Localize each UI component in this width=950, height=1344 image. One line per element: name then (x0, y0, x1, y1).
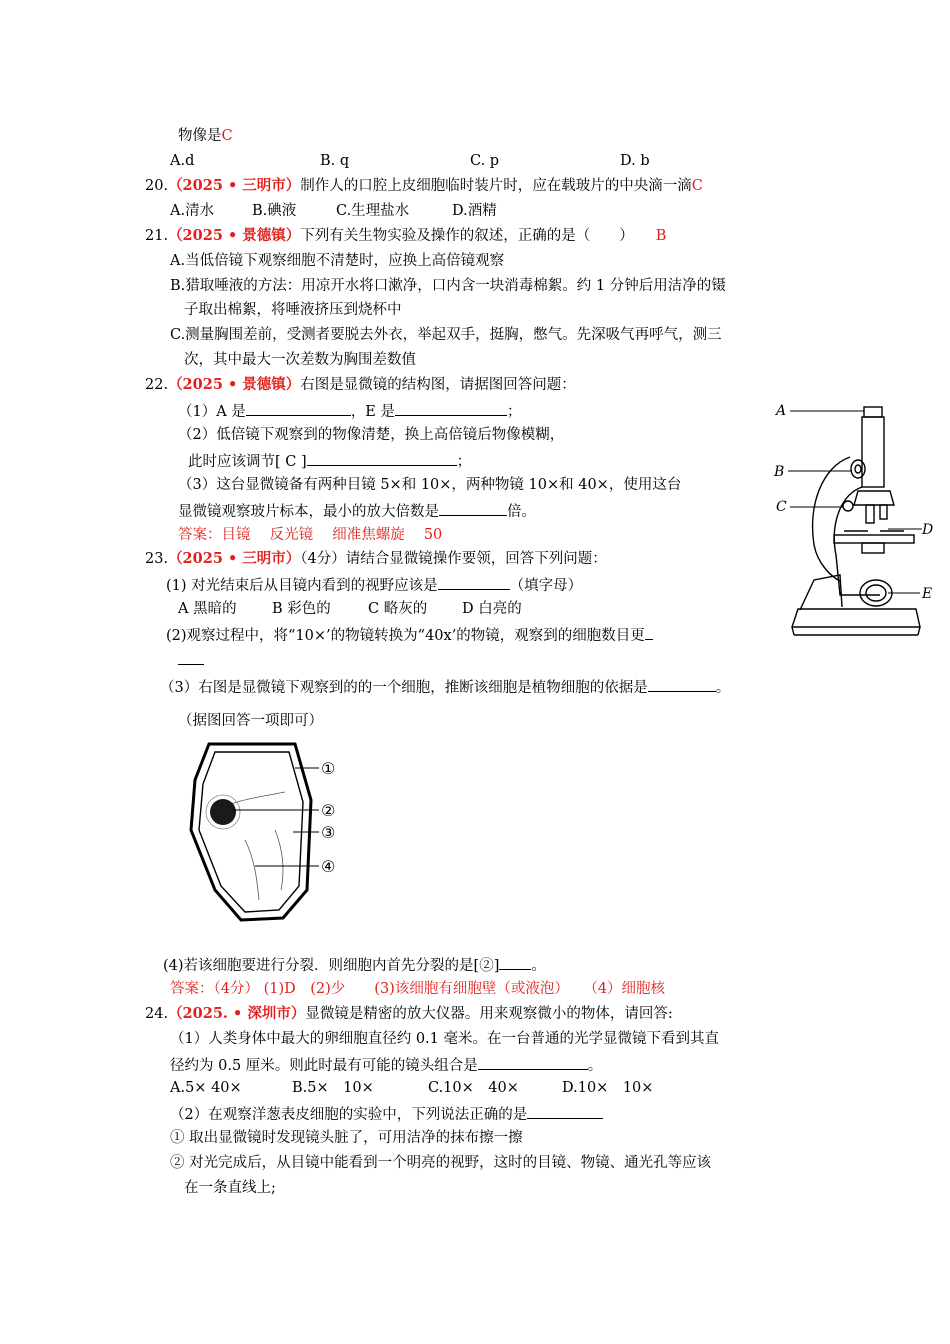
q23-blank-4[interactable] (499, 954, 531, 970)
q24-part1-line1: （1）人类身体中最大的卵细胞直径约 0.1 毫米。在一台普通的光学显微镜下看到其直 (170, 1031, 720, 1047)
q20-number: 20. (145, 178, 169, 194)
q24-blank-1[interactable] (478, 1054, 588, 1070)
q23-part1-option-a: A 黑暗的 (178, 601, 237, 617)
q23-part4 (163, 954, 546, 976)
q21-option-b-line2: 子取出棉絮，将唾液挤压到烧杯中 (184, 302, 402, 318)
q24-option-d: D.10× 10× (562, 1080, 654, 1096)
q23-part2 (166, 624, 653, 646)
cell-label-1: ① (321, 759, 336, 778)
q22-part2-label: 此时应该调节[ C ] (188, 454, 307, 470)
q21-number: 21. (145, 228, 169, 244)
q22-part1-end: ； (507, 404, 522, 420)
q21-option-c-line2: 次，其中最大一次差数为胸围差数值 (184, 352, 416, 368)
q23-part3 (160, 676, 730, 698)
q24-stem (145, 1004, 673, 1024)
q24-number: 24. (145, 1006, 169, 1022)
q22-blank-e[interactable] (395, 400, 507, 416)
q23-part1-option-c: C 略灰的 (368, 601, 428, 617)
q22-blank-magnification[interactable] (439, 500, 507, 516)
q22-blank-a[interactable] (246, 400, 351, 416)
q20-answer: C (691, 178, 703, 194)
q20-option-a: A.清水 (170, 203, 215, 219)
q20-option-c: C.生理盐水 (336, 203, 410, 219)
q21-answer: B (655, 228, 667, 244)
q20-stem (145, 176, 703, 196)
q22-part2-line2 (188, 450, 471, 472)
q24-text: 显微镜是精密的放大仪器。用来观察微小的物体，请回答: (305, 1006, 673, 1022)
plant-cell-drawing (185, 740, 355, 922)
q23-part1-option-b: B 彩色的 (272, 601, 331, 617)
q23-part2-text: (2)观察过程中，将“10×’的物镜转换为“40x’的物镜，观察到的细胞数目更 (166, 628, 645, 644)
microscope-label-d: D (922, 522, 934, 538)
q23-blank-2b[interactable] (178, 649, 204, 665)
microscope-label-a: A (776, 403, 787, 419)
q22-stem (145, 375, 576, 395)
q23-part3-text: （3）右图是显微镜下观察到的的一个细胞，推断该细胞是植物细胞的依据是 (160, 680, 648, 696)
q22-part2-line1: （2）低倍镜下观察到的物像清楚，换上高倍镜后物像模糊， (178, 427, 565, 443)
q21-option-a: A.当低倍镜下观察细胞不清楚时，应换上高倍镜观察 (170, 253, 505, 269)
plant-cell-diagram (185, 740, 355, 922)
q24-part1-end: 。 (587, 1058, 603, 1074)
q23-part4-text: (4)若该细胞要进行分裂．则细胞内首先分裂的是[②] (163, 958, 500, 974)
q20-option-b: B.碘液 (252, 203, 297, 219)
q23-part1-text: (1) 对光结束后从目镜内看到的视野应该是 (166, 578, 438, 594)
q22-part2-end: ； (456, 454, 472, 470)
q23-stem (145, 549, 607, 569)
q24-statement-1: ① 取出显微镜时发现镜头脏了，可用洁净的抹布擦一擦 (170, 1130, 523, 1146)
cell-label-3: ③ (321, 823, 336, 842)
q19-option-d: D. b (620, 153, 650, 169)
q23-blank-2a[interactable] (645, 624, 653, 640)
q23-part4-end: 。 (531, 958, 546, 974)
q23-number: 23. (145, 551, 169, 567)
q23-part1-option-d: D 白亮的 (462, 601, 522, 617)
q22-text: 右图是显微镜的结构图，请据图回答问题： (300, 377, 576, 393)
q21-option-c-line1: C.测量胸围差前，受测者要脱去外衣，举起双手，挺胸，憋气。先深吸气再呼气，测三 (170, 327, 722, 343)
q23-text: （4分）请结合显微镜操作要领，回答下列问题： (300, 551, 607, 567)
q23-answer: 答案：（4分） (1)D (2)少 (3)该细胞有细胞壁（或液泡） （4）细胞核 (170, 981, 666, 997)
q24-blank-2[interactable] (527, 1103, 603, 1119)
q23-part2-cont (178, 649, 204, 671)
cell-label-2: ② (321, 801, 336, 820)
microscope-label-e: E (922, 586, 933, 602)
q21-text: 下列有关生物实验及操作的叙述，正确的是（ ） (300, 228, 634, 244)
q21-source: （2025 • 景德镇） (168, 227, 301, 244)
microscope-diagram (770, 395, 935, 640)
microscope-drawing (770, 395, 935, 640)
q23-part3-end: 。 (715, 680, 731, 696)
q24-option-a: A.5× 40× (170, 1080, 242, 1096)
q23-part1 (166, 574, 582, 596)
q22-part3-label: 显微镜观察玻片标本，最小的放大倍数是 (178, 504, 439, 520)
q24-part2 (170, 1103, 603, 1125)
q20-source: （2025 • 三明市） (168, 177, 301, 194)
q19-prefix: 物像是 (178, 128, 222, 144)
q22-part1 (178, 400, 522, 422)
q24-part2-text: （2）在观察洋葱表皮细胞的实验中，下列说法正确的是 (170, 1107, 528, 1123)
q22-source: （2025 • 景德镇） (168, 376, 301, 393)
q19-option-a: A.d (170, 153, 195, 169)
q23-part1-end: （填字母） (509, 578, 583, 594)
q19-option-c: C. p (470, 153, 500, 169)
q22-number: 22. (145, 377, 169, 393)
q24-option-c: C.10× 40× (428, 1080, 519, 1096)
q19-answer: C (221, 128, 233, 144)
q22-part3-end: 倍。 (507, 504, 536, 520)
q21-option-b-line1: B.猎取唾液的方法：用凉开水将口漱净，口内含一块消毒棉絮。约 1 分钟后用洁净的镊 (170, 278, 726, 294)
q23-blank-3[interactable] (648, 676, 716, 692)
q23-source: （2025 • 三明市） (168, 550, 301, 567)
q20-option-d: D.酒精 (452, 203, 497, 219)
cell-label-4: ④ (321, 857, 336, 876)
q23-blank-1[interactable] (438, 574, 510, 590)
q24-statement-2-line1: ② 对光完成后，从目镜中能看到一个明亮的视野，这时的目镜、物镜、通光孔等应该 (170, 1155, 712, 1171)
q24-statement-2-line2: 在一条直线上; (184, 1180, 276, 1196)
q24-part1-text: 径约为 0.5 厘米。则此时最有可能的镜头组合是 (170, 1058, 478, 1074)
q22-part3-line2 (178, 500, 536, 522)
microscope-label-b: B (774, 464, 785, 480)
microscope-label-c: C (776, 499, 787, 515)
q22-part3-line1: （3）这台显微镜备有两种目镜 5×和 10×，两种物镜 10×和 40×，使用这台 (178, 477, 682, 493)
q20-text: 制作人的口腔上皮细胞临时装片时，应在载玻片的中央滴一滴 (300, 178, 692, 194)
q23-hint: （据图回答一项即可） (178, 713, 323, 729)
q19-option-b: B. q (320, 153, 350, 169)
q22-part1-mid: ，E 是 (350, 404, 396, 420)
q24-source: （2025. • 深圳市） (168, 1005, 306, 1022)
q24-part1-line2 (170, 1054, 602, 1076)
q24-option-b: B.5× 10× (292, 1080, 374, 1096)
q22-answer: 答案：目镜 反光镜 细准焦螺旋 50 (178, 527, 443, 543)
q19-stem (178, 126, 233, 146)
q22-blank-c[interactable] (307, 450, 457, 466)
q21-stem (145, 226, 666, 246)
q22-part1-label: （1）A 是 (178, 404, 246, 420)
